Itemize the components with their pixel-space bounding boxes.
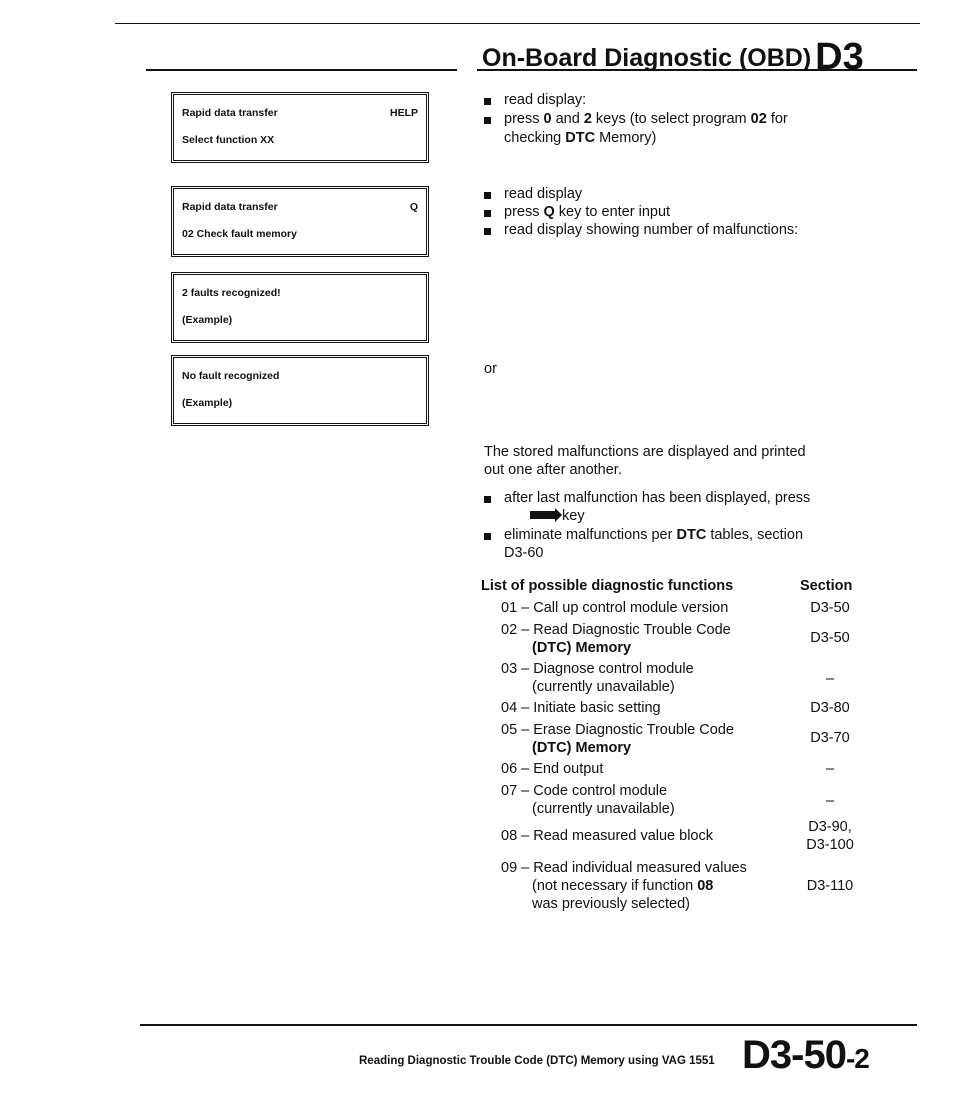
text: checking [504,130,566,146]
function-sublabel [501,877,747,895]
key-q: Q [543,204,555,220]
text: for [766,111,788,127]
header-rule-left [146,69,457,71]
function-sublabel: (currently unavailable) [532,801,675,817]
function-label: 09 – Read individual measured values [501,860,747,876]
bullet [484,496,491,503]
bullet [484,210,491,217]
stored-text-line-2: out one after another. [484,462,622,478]
display-line-2: (Example) [182,314,233,326]
arrow-key-icon [530,511,556,519]
function-section: – [825,793,835,809]
text: key [562,508,585,524]
section-ref: D3-100 [806,837,854,853]
function-label: 02 – Read Diagnostic Trouble Code [501,622,731,638]
or-text: or [484,361,497,377]
step-eliminate [504,527,803,544]
function-item [501,760,603,778]
function-label: 06 – End output [501,761,604,777]
bullet [484,117,491,124]
function-section: D3-50 [810,600,850,616]
text: keys (to select program [591,111,751,127]
top-rule [115,23,920,24]
page-number [742,1033,869,1078]
footer-text: Reading Diagnostic Trouble Code (DTC) Memory using VAG 1551 [359,1055,715,1067]
function-item [501,721,734,757]
footer-rule [140,1024,917,1026]
display-box-no-fault [171,355,429,426]
function-item [501,621,731,657]
function-label: 01 – Call up control module version [501,600,729,616]
dtc-keyword: DTC [565,130,596,146]
display-line-1: No fault recognized [182,370,280,382]
bullet [484,192,491,199]
display-box-help [171,92,429,163]
step-read-display-2: read display [504,186,583,202]
function-item [501,599,728,617]
function-sublabel: (currently unavailable) [532,679,675,695]
text: (not necessary if function [532,878,698,894]
key-0: 0 [543,111,552,127]
step-eliminate-cont: D3-60 [504,545,544,561]
section-ref: D3-90, [808,819,852,835]
function-sublabel: (DTC) Memory [532,640,632,656]
stored-text-line-1: The stored malfunctions are displayed and printed [484,444,806,460]
function-label: 08 – Read measured value block [501,828,713,844]
display-box-check-fault [171,186,429,257]
display-line-1: Rapid data transfer [182,107,278,119]
function-label: 07 – Code control module [501,783,668,799]
display-key: HELP [389,107,418,119]
function-section: D3-110 [806,878,854,894]
function-label: 04 – Initiate basic setting [501,700,661,716]
title-code: D3 [815,36,864,78]
text: eliminate malfunctions per [504,527,677,543]
text: press [504,204,544,220]
display-line-1: 2 faults recognized! [182,287,281,299]
display-line-1: Rapid data transfer [182,201,278,213]
display-box-faults-recognized [171,272,429,343]
function-section: D3-80 [810,700,850,716]
section-heading: Section [800,578,853,594]
step-after-last-cont [530,508,585,525]
function-item [501,782,675,818]
step-press-keys [504,111,788,128]
function-sublabel: (DTC) Memory [532,740,632,756]
function-section: D3-50 [810,630,850,646]
page-code: D3-50 [742,1033,846,1077]
bullet [484,533,491,540]
function-08-ref: 08 [697,878,714,894]
program-02: 02 [750,111,767,127]
function-label: 05 – Erase Diagnostic Trouble Code [501,722,734,738]
bullet [484,228,491,235]
display-line-2: (Example) [182,397,233,409]
function-section: D3-70 [810,730,850,746]
dtc-keyword: DTC [676,527,707,543]
function-item [501,859,747,913]
text: press [504,111,544,127]
function-item [501,660,694,696]
function-list-heading: List of possible diagnostic functions [481,578,734,594]
step-read-malfunctions: read display showing number of malfunctions: [504,222,799,238]
text: and [551,111,584,127]
text: key to enter input [554,204,671,220]
step-read-display: read display: [504,92,587,108]
key-2: 2 [583,111,592,127]
function-item [501,699,661,717]
page-suffix: -2 [845,1043,869,1074]
text: Memory) [595,130,657,146]
function-section: – [825,671,835,687]
title-text: On-Board Diagnostic (OBD) [482,44,812,72]
function-item [501,827,713,845]
function-section [795,818,865,854]
display-key: Q [409,201,418,213]
text: tables, section [706,527,804,543]
display-line-2: Select function XX [182,134,275,146]
step-press-keys-cont [504,130,656,147]
step-press-q [504,204,670,221]
display-line-2: 02 Check fault memory [182,228,297,240]
function-section: – [825,761,835,777]
function-label: 03 – Diagnose control module [501,661,694,677]
function-sublabel: was previously selected) [532,896,690,912]
step-after-last: after last malfunction has been displayed, press [504,490,811,506]
page-title [482,36,864,79]
bullet [484,98,491,105]
